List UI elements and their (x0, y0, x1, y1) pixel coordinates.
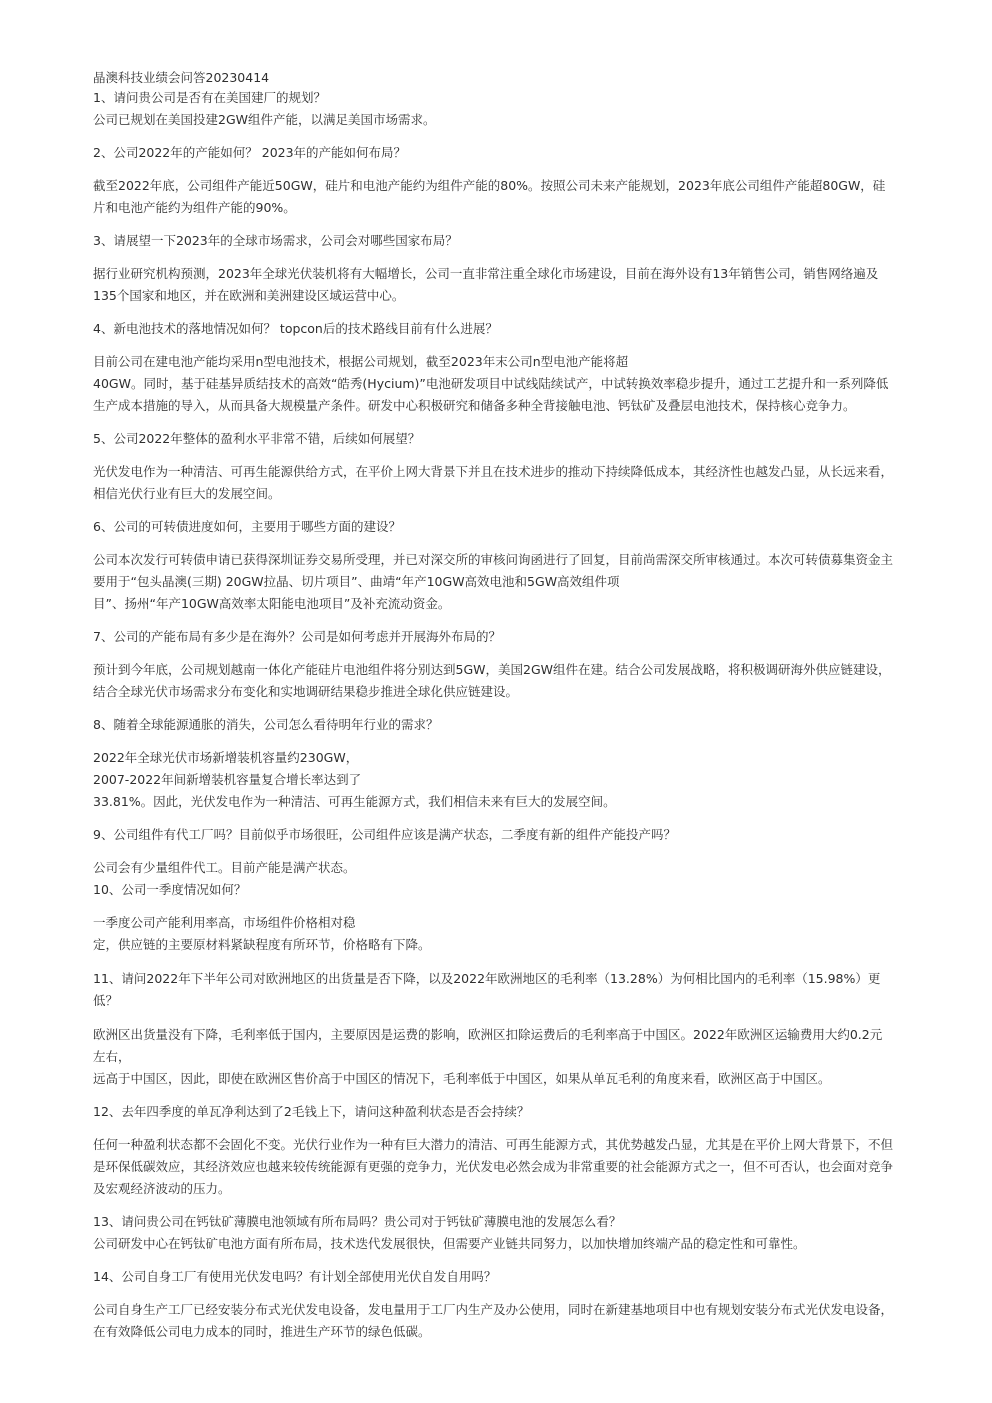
answer-10: 一季度公司产能利用率高，市场组件价格相对稳 定，供应链的主要原材料紧缺程度有所环节，价格略有下降。 (93, 915, 431, 952)
answer-3: 据行业研究机构预测，2023年全球光伏装机将有大幅增长，公司一直非常注重全球化市场建设，目前在海外设有13年销售公司，销售网络遍及 135个国家和地区，并在欧洲和美洲建设区域运营中心。 (93, 266, 879, 303)
question-7: 7、公司的产能布局有多少是在海外？公司是如何考虑并开展海外布局的？ (93, 629, 501, 644)
answer-11: 欧洲区出货量没有下降，毛利率低于国内，主要原因是运费的影响，欧洲区扣除运费后的毛利率高于中国区。2022年欧洲区运输费用大约0.2元 左右， 远高于中国区，因此，即使在欧洲区售价高于中国区的情况下，毛利率低于中国区，如果从单瓦毛利的角度来看，欧洲区高于中国区。 (93, 1027, 883, 1086)
question-10: 10、公司一季度情况如何？ (93, 882, 247, 897)
answer-14: 公司自身生产工厂已经安装分布式光伏发电设备，发电量用于工厂内生产及办公使用，同时在新建基地项目中也有规划安装分布式光伏发电设备， 在有效降低公司电力成本的同时，推进生产环节的绿色低碳。 (93, 1302, 894, 1339)
answer-2: 截至2022年底，公司组件产能近50GW，硅片和电池产能约为组件产能的80%。按照公司未来产能规划，2023年底公司组件产能超80GW，硅 片和电池产能约为组件产能的90%。 (93, 178, 886, 215)
question-11: 11、请问2022年下半年公司对欧洲地区的出货量是否下降，以及2022年欧洲地区的毛利率（13.28%）为何相比国内的毛利率（15.98%）更 低？ (93, 971, 881, 1008)
question-1: 1、请问贵公司是否有在美国建厂的规划？ (93, 90, 326, 105)
answer-13: 公司研发中心在钙钛矿电池方面有所布局，技术迭代发展很快，但需要产业链共同努力，以加快增加终端产品的稳定性和可靠性。 (93, 1236, 806, 1251)
answer-12: 任何一种盈利状态都不会固化不变。光伏行业作为一种有巨大潜力的清洁、可再生能源方式，其优势越发凸显，尤其是在平价上网大背景下，不但 是环保低碳效应，其经济效应也越来较传统能源有更强的竞争力，光伏发电必然会成为非常重要的社会能源方式之一，但不可否认，也会面对竞争 及宏观经济波动的压力。 (93, 1137, 894, 1196)
question-2: 2、公司2022年的产能如何？ 2023年的产能如何布局？ (93, 145, 407, 160)
answer-9: 公司会有少量组件代工。目前产能是满产状态。 (93, 860, 356, 875)
question-3: 3、请展望一下2023年的全球市场需求，公司会对哪些国家布局？ (93, 233, 458, 248)
question-5: 5、公司2022年整体的盈利水平非常不错，后续如何展望？ (93, 431, 421, 446)
answer-1: 公司已规划在美国投建2GW组件产能，以满足美国市场需求。 (93, 112, 436, 127)
answer-5: 光伏发电作为一种清洁、可再生能源供给方式，在平价上网大背景下并且在技术进步的推动下持续降低成本，其经济性也越发凸显，从长远来看， 相信光伏行业有巨大的发展空间。 (93, 464, 894, 501)
document-title: 晶澳科技业绩会问答20230414 (93, 70, 270, 85)
answer-8: 2022年全球光伏市场新增装机容量约230GW， 2007-2022年间新增装机容量复合增长率达到了 33.81%。因此，光伏发电作为一种清洁、可再生能源方式，我们相信未来有巨大的发展空间。 (93, 750, 616, 809)
question-13: 13、请问贵公司在钙钛矿薄膜电池领域有所布局吗？贵公司对于钙钛矿薄膜电池的发展怎么看？ (93, 1214, 622, 1229)
question-6: 6、公司的可转债进度如何，主要用于哪些方面的建设？ (93, 519, 401, 534)
question-8: 8、随着全球能源通胀的消失，公司怎么看待明年行业的需求？ (93, 717, 439, 732)
answer-7: 预计到今年底，公司规划越南一体化产能硅片电池组件将分别达到5GW，美国2GW组件在建。结合公司发展战略，将积极调研海外供应链建设， 结合全球光伏市场需求分布变化和实地调研结果稳步推进全球化供应链建设。 (93, 662, 891, 699)
question-14: 14、公司自身工厂有使用光伏发电吗？有计划全部使用光伏自发自用吗？ (93, 1269, 497, 1284)
answer-6: 公司本次发行可转债申请已获得深圳证券交易所受理，并已对深交所的审核问询函进行了回复，目前尚需深交所审核通过。本次可转债募集资金主 要用于“包头晶澳(三期) 20GW拉晶、切片项目”、曲靖“年产10GW高效电池和5GW高效组件项 目”、扬州“年产10GW高效率太阳能电池项目”及补充流动资金。 (93, 552, 894, 611)
answer-4: 目前公司在建电池产能均采用n型电池技术，根据公司规划，截至2023年末公司n型电池产能将超 40GW。同时，基于硅基异质结技术的高效“皓秀(Hycium)”电池研发项目中试线陆续试产，中试转换效率稳步提升，通过工艺提升和一系列降低 生产成本措施的导入，从而具备大规模量产条件。研发中心积极研究和储备多种全背接触电池、钙钛矿及叠层电池技术，保持核心竞争力。 (93, 354, 889, 413)
question-12: 12、去年四季度的单瓦净利达到了2毛钱上下，请问这种盈利状态是否会持续？ (93, 1104, 530, 1119)
document-body (93, 68, 945, 1343)
question-9: 9、公司组件有代工厂吗？目前似乎市场很旺，公司组件应该是满产状态，二季度有新的组件产能投产吗？ (93, 827, 676, 842)
question-4: 4、新电池技术的落地情况如何？ topcon后的技术路线目前有什么进展？ (93, 321, 498, 336)
